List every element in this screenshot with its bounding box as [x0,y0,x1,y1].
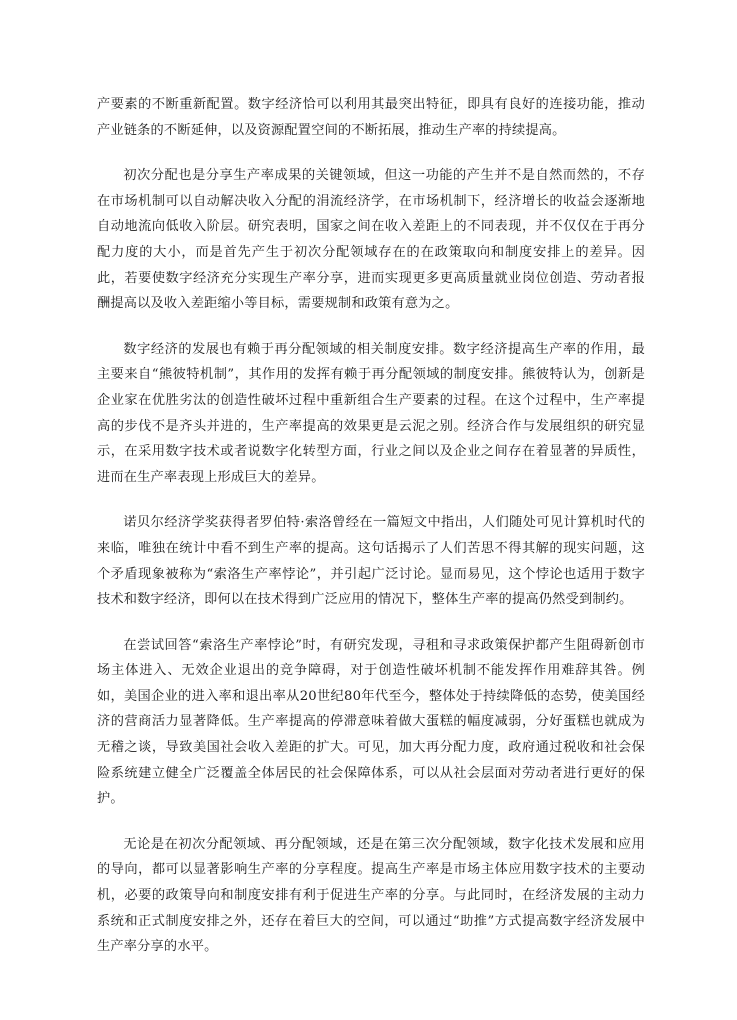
paragraph-5: 在尝试回答“索洛生产率悖论”时，有研究发现，寻租和寻求政策保护都产生阻碍新创市场主体进入、无效企业退出的竞争障碍，对于创造性破坏机制不能发挥作用难辞其咎。例如，美国企业的进入率和退出率从20世纪80年代至今，整体处于持续降低的态势，使美国经济的营商活力显著降低。生产率提高的停滞意味着做大蛋糕的幅度减弱，分好蛋糕也就成为无稽之谈，导致美国社会收入差距的扩大。可见，加大再分配力度，政府通过税收和社会保险系统建立健全广泛覆盖全体居民的社会保障体系，可以从社会层面对劳动者进行更好的保护。 [97,637,645,807]
paragraph-1: 产要素的不断重新配置。数字经济恰可以利用其最突出特征，即具有良好的连接功能，推动产业链条的不断延伸，以及资源配置空间的不断拓展，推动生产率的持续提高。 [97,97,645,138]
paragraph-3: 数字经济的发展也有赖于再分配领域的相关制度安排。数字经济提高生产率的作用，最主要来自“熊彼特机制”，其作用的发挥有赖于再分配领域的制度安排。熊彼特认为，创新是企业家在优胜劣汰的创造性破坏过程中重新组合生产要素的过程。在这个过程中，生产率提高的步伐不是齐头并进的，生产率提高的效果更是云泥之别。经济合作与发展组织的研究显示，在采用数字技术或者说数字化转型方面，行业之间以及企业之间存在着显著的异质性，进而在生产率表现上形成巨大的差异。 [97,341,645,485]
paragraph-2: 初次分配也是分享生产率成果的关键领域，但这一功能的产生并不是自然而然的，不存在市场机制可以自动解决收入分配的涓流经济学，在市场机制下，经济增长的收益会逐渐地自动地流向低收入阶层。研究表明，国家之间在收入差距上的不同表现，并不仅仅在于再分配力度的大小，而是首先产生于初次分配领域存在的在政策取向和制度安排上的差异。因此，若要使数字经济充分实现生产率分享，进而实现更多更高质量就业岗位创造、劳动者报酬提高以及收入差距缩小等目标，需要规制和政策有意为之。 [97,168,645,312]
article-body [97,92,645,980]
paragraph-4: 诺贝尔经济学奖获得者罗伯特·索洛曾经在一篇短文中指出，人们随处可见计算机时代的来临，唯独在统计中看不到生产率的提高。这句话揭示了人们苦思不得其解的现实问题，这个矛盾现象被称为“索洛生产率悖论”，并引起广泛讨论。显而易见，这个悖论也适用于数字技术和数字经济，即何以在技术得到广泛应用的情况下，整体生产率的提高仍然受到制约。 [97,515,645,608]
paragraph-6: 无论是在初次分配领域、再分配领域，还是在第三次分配领域，数字化技术发展和应用的导向，都可以显著影响生产率的分享程度。提高生产率是市场主体应用数字技术的主要动机，必要的政策导向和制度安排有利于促进生产率的分享。与此同时，在经济发展的主动力系统和正式制度安排之外，还存在着巨大的空间，可以通过“助推”方式提高数字经济发展中生产率分享的水平。 [97,836,645,955]
